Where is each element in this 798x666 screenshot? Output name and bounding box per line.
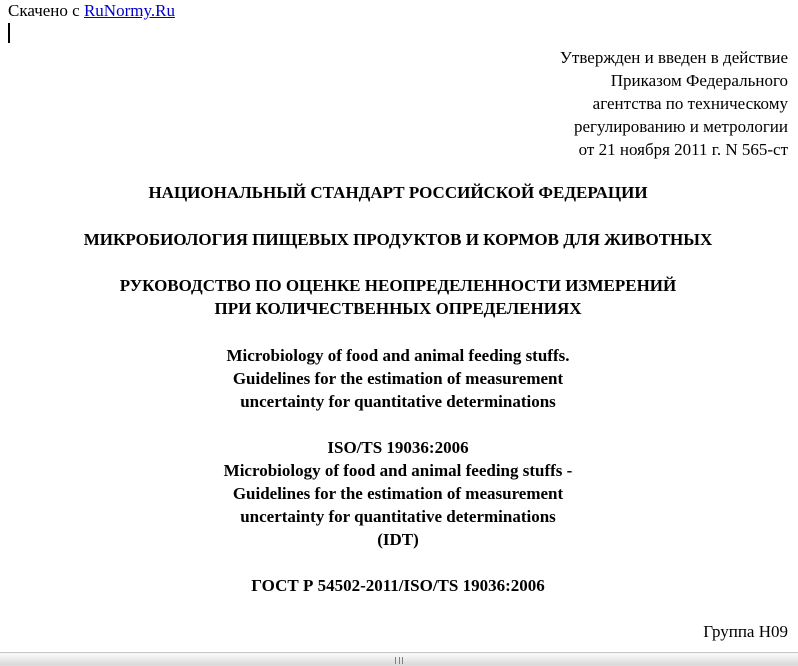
national-standard-text: НАЦИОНАЛЬНЫЙ СТАНДАРТ РОССИЙСКОЙ ФЕДЕРАЦИИ [148, 183, 648, 202]
subject-heading [0, 228, 796, 251]
approval-line: агентства по техническому [592, 94, 788, 113]
runormy-link[interactable]: RuNormy.Ru [83, 1, 175, 20]
group-label: Группа Н09 [703, 622, 788, 641]
approval-line: Утвержден и введен в действие [559, 48, 788, 67]
approval-line: от 21 ноября 2011 г. N 565-ст [578, 140, 788, 159]
source-prefix: Скачено с [8, 1, 84, 20]
approval-line: Приказом Федерального [610, 71, 788, 90]
english-title-line: Guidelines for the estimation of measurement [232, 369, 564, 388]
english-title-line: Microbiology of food and animal feeding stuffs. [226, 346, 570, 365]
text-cursor [8, 23, 10, 43]
gost-text: ГОСТ Р 54502-2011/ISO/TS 19036:2006 [251, 576, 545, 595]
iso-block [0, 436, 796, 551]
iso-title-line: Microbiology of food and animal feeding stuffs - [223, 461, 573, 480]
title-line: РУКОВОДСТВО ПО ОЦЕНКЕ НЕОПРЕДЕЛЕННОСТИ ИЗМЕРЕНИЙ [119, 276, 677, 295]
gost-designation [0, 574, 796, 597]
subject-text: МИКРОБИОЛОГИЯ ПИЩЕВЫХ ПРОДУКТОВ И КОРМОВ ДЛЯ ЖИВОТНЫХ [83, 230, 713, 249]
document-title [0, 274, 796, 320]
horizontal-scrollbar[interactable] [0, 652, 798, 666]
approval-block [560, 46, 788, 161]
iso-title-line: Guidelines for the estimation of measurement [232, 484, 564, 503]
english-title-line: uncertainty for quantitative determinations [240, 392, 556, 411]
idt-label: (IDT) [377, 530, 419, 549]
english-title [0, 344, 796, 413]
scrollbar-thumb[interactable] [0, 654, 798, 665]
approval-line: регулированию и метрологии [573, 117, 788, 136]
title-line: ПРИ КОЛИЧЕСТВЕННЫХ ОПРЕДЕЛЕНИЯХ [214, 299, 582, 318]
national-standard-heading [0, 181, 796, 204]
iso-code: ISO/TS 19036:2006 [327, 438, 469, 457]
iso-title-line: uncertainty for quantitative determinations [240, 507, 556, 526]
grip-icon [395, 657, 403, 664]
source-line [8, 1, 175, 21]
